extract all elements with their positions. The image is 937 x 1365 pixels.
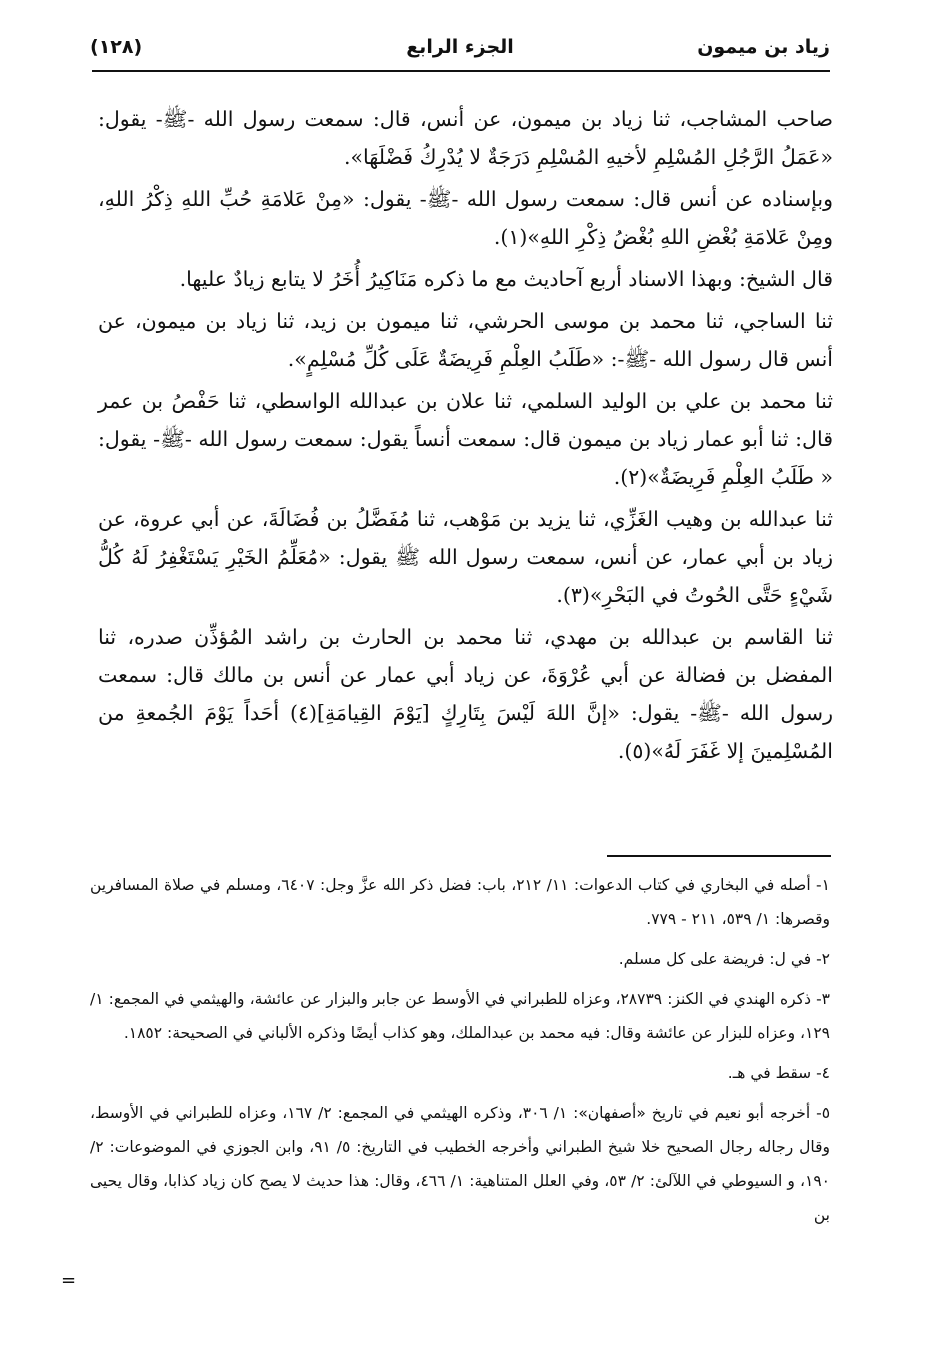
footnote-4: ٤- سقط في هـ. (727, 1064, 830, 1082)
continuation-mark: = (61, 1270, 77, 1291)
paragraph-5: ثنا محمد بن علي بن الوليد السلمي، ثنا علان بن عبدالله الواسطي، ثنا حَفْصُ بن عمر قال: ثنا أبو عمار زياد بن ميمون قال: سمعت أنساً يقول: سمعت رسول الله -ﷺ- يقول: « طَلَبُ العِلْمِ فَرِيضَةٌ»(٢). (98, 389, 833, 489)
page-number: (١٢٨) (90, 36, 143, 58)
header-divider (92, 70, 830, 72)
footnote-1: ١- أصله في البخاري في كتاب الدعوات: ١١/ ٢١٢، باب: فضل ذكر الله عزَّ وجل: ٦٤٠٧، ومسلم في صلاة المسافرين وقصرها: ١/ ٥٣٩، ٢١١ - ٧٧٩. (90, 876, 830, 928)
part-title: الجزء الرابع (406, 36, 514, 58)
chapter-title: زياد بن ميمون (697, 36, 830, 58)
footnote-3: ٣- ذكره الهندي في الكنز: ٢٨٧٣٩، وعزاه للطبراني في الأوسط عن جابر والبزار عن عائشة، والهيثمي في المجمع: ١/ ١٢٩، وعزاه للبزار عن عائشة وقال: فيه محمد بن عبدالملك، وهو كذاب أيضًا وذكره الألباني في الصحيحة: ١٨٥٢. (90, 990, 830, 1042)
paragraph-6: ثنا عبدالله بن وهيب الغَزِّي، ثنا يزيد بن مَوْهب، ثنا مُفَضَّلُ بن فُضَالَةَ، عن أبي عروة، عن زياد بن أبي عمار، عن أنس، سمعت رسول الله ﷺ يقول: «مُعَلِّمُ الخَيْرِ يَسْتَغْفِرُ لَهُ كُلُّ شَيْءٍ حَتَّى الحُوتُ في البَحْرِ»(٣). (98, 507, 833, 607)
footnotes (90, 868, 830, 1238)
footnote-5: ٥- أخرجه أبو نعيم في تاريخ «أصفهان»: ١/ ٣٠٦، وذكره الهيثمي في المجمع: ٢/ ١٦٧، وعزاه للطبراني في الأوسط، وقال رجاله رجال الصحيح خلا شيخ الطبراني وأخرجه الخطيب في التاريخ: ٥/ ٩١، وابن الجوزي في الموضوعات: ٢/ ١٩٠، و السيوطي في اللآلئ: ٢/ ٥٣، وفي العلل المتناهية: ١/ ٤٦٦، وقال: هذا حديث لا يصح كان زياد كذابا، وقال يحيى بن (90, 1104, 831, 1224)
paragraph-3: قال الشيخ: وبهذا الاسناد أربع آحاديث مع ما ذكره مَنَاكِيرُ أُخَرُ لا يتابع زيادٌ عليها. (179, 267, 833, 291)
paragraph-4: ثنا الساجي، ثنا محمد بن موسى الحرشي، ثنا ميمون بن زيد، ثنا زياد بن ميمون، عن أنس قال رسول الله -ﷺ-: «طَلَبُ العِلْمِ فَرِيضَةٌ عَلَى كُلِّ مُسْلِمٍ». (98, 309, 833, 371)
running-header (90, 28, 830, 68)
paragraph-1: صاحب المشاجب، ثنا زياد بن ميمون، عن أنس، قال: سمعت رسول الله -ﷺ- يقول: «عَمَلُ الرَّجُلِ المُسْلِمِ لأخيهِ المُسْلِمِ دَرَجَةٌ لا يُدْرِكُ فَضْلَهَا». (98, 107, 833, 169)
main-text (98, 100, 833, 774)
footnote-2: ٢- في ل: فريضة على كل مسلم. (618, 950, 830, 968)
footnote-divider (607, 855, 831, 857)
paragraph-2: وبإسناده عن أنس قال: سمعت رسول الله -ﷺ- يقول: «مِنْ عَلامَةِ حُبِّ اللهِ ذِكْرُ اللهِ، ومِنْ عَلامَةِ بُغْضِ اللهِ بُغْضُ ذِكْرِ اللهِ»(١). (98, 187, 833, 249)
paragraph-7: ثنا القاسم بن عبدالله بن مهدي، ثنا محمد بن الحارث بن راشد المُؤذِّن صدره، ثنا المفضل بن فضالة عن أبي عُرْوَةَ، عن زياد أبي عمار عن أنس بن مالك قال: سمعت رسول الله -ﷺ- يقول: «إنَّ اللهَ لَيْسَ بِتَارِكٍ [يَوْمَ القِيامَةِ](٤) أحَداً يَوْمَ الجُمعةِ من المُسْلِمينَ إلا غَفَرَ لَهُ»(٥). (98, 625, 833, 763)
